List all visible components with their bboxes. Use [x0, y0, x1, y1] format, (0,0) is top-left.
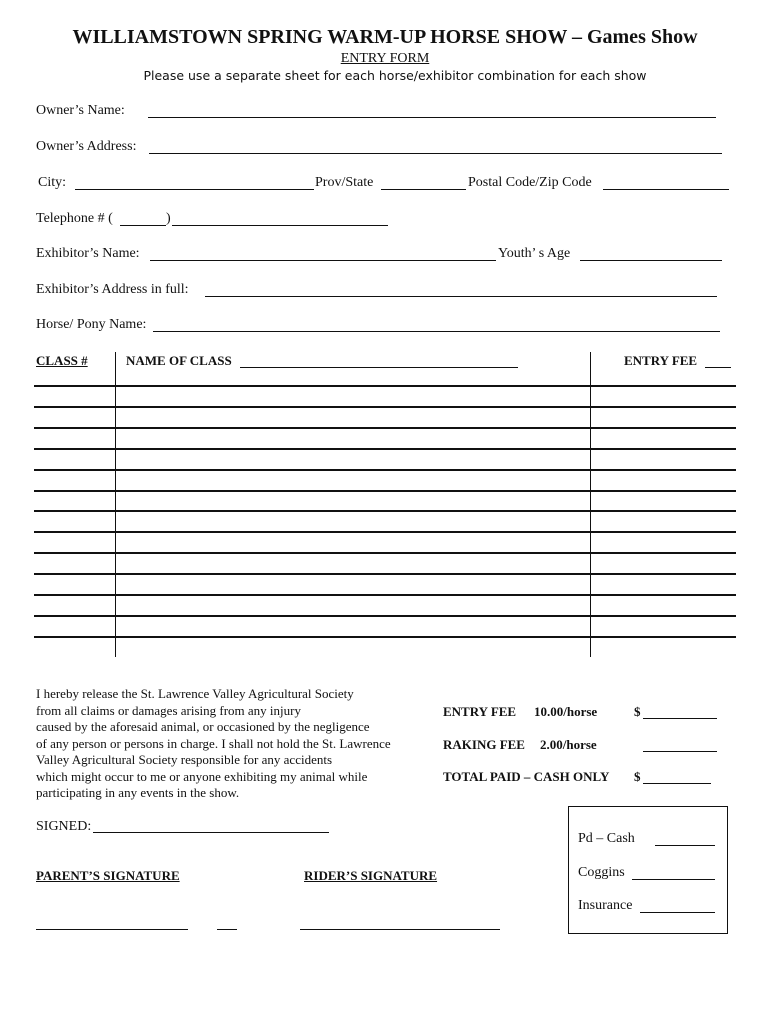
telephone-field[interactable]: [172, 225, 388, 226]
release-line: I hereby release the St. Lawrence Valley Agricultural Society: [36, 686, 354, 701]
postal-code-field[interactable]: [603, 189, 729, 190]
signed-field[interactable]: [93, 832, 329, 833]
city-field[interactable]: [75, 189, 314, 190]
release-line: from all claims or damages arising from any injury: [36, 702, 301, 718]
table-row[interactable]: [34, 490, 736, 492]
owner-address-label: Owner’s Address:: [36, 139, 137, 154]
table-row[interactable]: [34, 573, 736, 575]
telephone-close-paren: ): [166, 211, 171, 226]
parent-signature-label: PARENT’S SIGNATURE: [36, 868, 180, 883]
total-paid-amount-field[interactable]: [643, 783, 711, 784]
entry-fee-header-underline: [705, 367, 731, 368]
release-line: caused by the aforesaid animal, or occasioned by the negligence: [36, 719, 370, 734]
signed-label: SIGNED:: [36, 819, 92, 834]
table-row[interactable]: [34, 510, 736, 512]
table-row[interactable]: [34, 448, 736, 450]
rider-signature-field[interactable]: [300, 929, 500, 930]
raking-fee-amount-field[interactable]: [643, 751, 717, 752]
parent-signature-field[interactable]: [36, 929, 188, 930]
horse-name-field[interactable]: [153, 331, 720, 332]
table-row[interactable]: [34, 385, 736, 387]
postal-code-label: Postal Code/Zip Code: [468, 175, 592, 190]
release-line: which might occur to me or anyone exhibiting my animal while: [36, 768, 368, 784]
release-line: of any person or persons in charge. I shall not hold the St. Lawrence: [36, 735, 391, 751]
release-line: participating in any events in the show.: [36, 785, 240, 800]
pd-cash-field[interactable]: [655, 845, 715, 846]
coggins-label: Coggins: [578, 865, 625, 880]
table-row[interactable]: [34, 594, 736, 596]
class-name-header-underline-2: [488, 367, 518, 368]
release-statement: [36, 686, 436, 802]
exhibitor-address-field[interactable]: [205, 296, 717, 297]
raking-fee-label: RAKING FEE: [443, 737, 525, 752]
table-row[interactable]: [34, 615, 736, 617]
raking-fee-value: 2.00/horse: [540, 737, 597, 752]
insurance-label: Insurance: [578, 898, 633, 913]
class-name-header: NAME OF CLASS: [126, 353, 232, 368]
table-row[interactable]: [34, 552, 736, 554]
class-number-header: CLASS #: [36, 353, 88, 368]
owner-address-field[interactable]: [149, 153, 722, 154]
youth-age-label: Youth’ s Age: [498, 246, 571, 261]
total-paid-dollar: $: [634, 769, 641, 784]
exhibitor-name-label: Exhibitor’s Name:: [36, 246, 140, 261]
coggins-field[interactable]: [632, 879, 715, 880]
exhibitor-name-field[interactable]: [150, 260, 496, 261]
entry-fee-amount-field[interactable]: [643, 718, 717, 719]
table-row[interactable]: [34, 427, 736, 429]
entry-fee-header: ENTRY FEE: [624, 353, 698, 368]
parent-signature-field-tail: [217, 929, 237, 930]
owner-name-field[interactable]: [148, 117, 716, 118]
exhibitor-address-label: Exhibitor’s Address in full:: [36, 282, 189, 297]
entry-fee-value: 10.00/horse: [534, 704, 598, 719]
entry-fee-dollar: $: [634, 704, 641, 719]
table-row[interactable]: [34, 406, 736, 408]
telephone-label: Telephone # (: [36, 211, 113, 226]
owner-name-label: Owner’s Name:: [36, 103, 125, 118]
pd-cash-label: Pd – Cash: [578, 831, 635, 846]
rider-signature-label: RIDER’S SIGNATURE: [304, 868, 438, 883]
insurance-field[interactable]: [640, 912, 715, 913]
entry-fee-label: ENTRY FEE: [443, 704, 517, 719]
form-subtitle: ENTRY FORM: [340, 51, 430, 66]
form-title: WILLIAMSTOWN SPRING WARM-UP HORSE SHOW – Games Show: [72, 26, 698, 48]
prov-state-field[interactable]: [381, 189, 466, 190]
form-instruction: Please use a separate sheet for each horse/exhibitor combination for each show: [143, 68, 647, 83]
release-line: Valley Agricultural Society responsible for any accidents: [36, 752, 333, 767]
city-label: City:: [38, 175, 67, 190]
area-code-field[interactable]: [120, 225, 166, 226]
table-row[interactable]: [34, 636, 736, 638]
youth-age-field[interactable]: [580, 260, 722, 261]
fee-column-divider: [590, 352, 591, 657]
table-row[interactable]: [34, 531, 736, 533]
horse-name-label: Horse/ Pony Name:: [36, 317, 147, 332]
prov-state-label: Prov/State: [315, 175, 374, 190]
class-name-header-underline: [240, 367, 488, 368]
class-column-divider: [115, 352, 116, 657]
table-row[interactable]: [34, 469, 736, 471]
total-paid-label: TOTAL PAID – CASH ONLY: [443, 769, 610, 784]
